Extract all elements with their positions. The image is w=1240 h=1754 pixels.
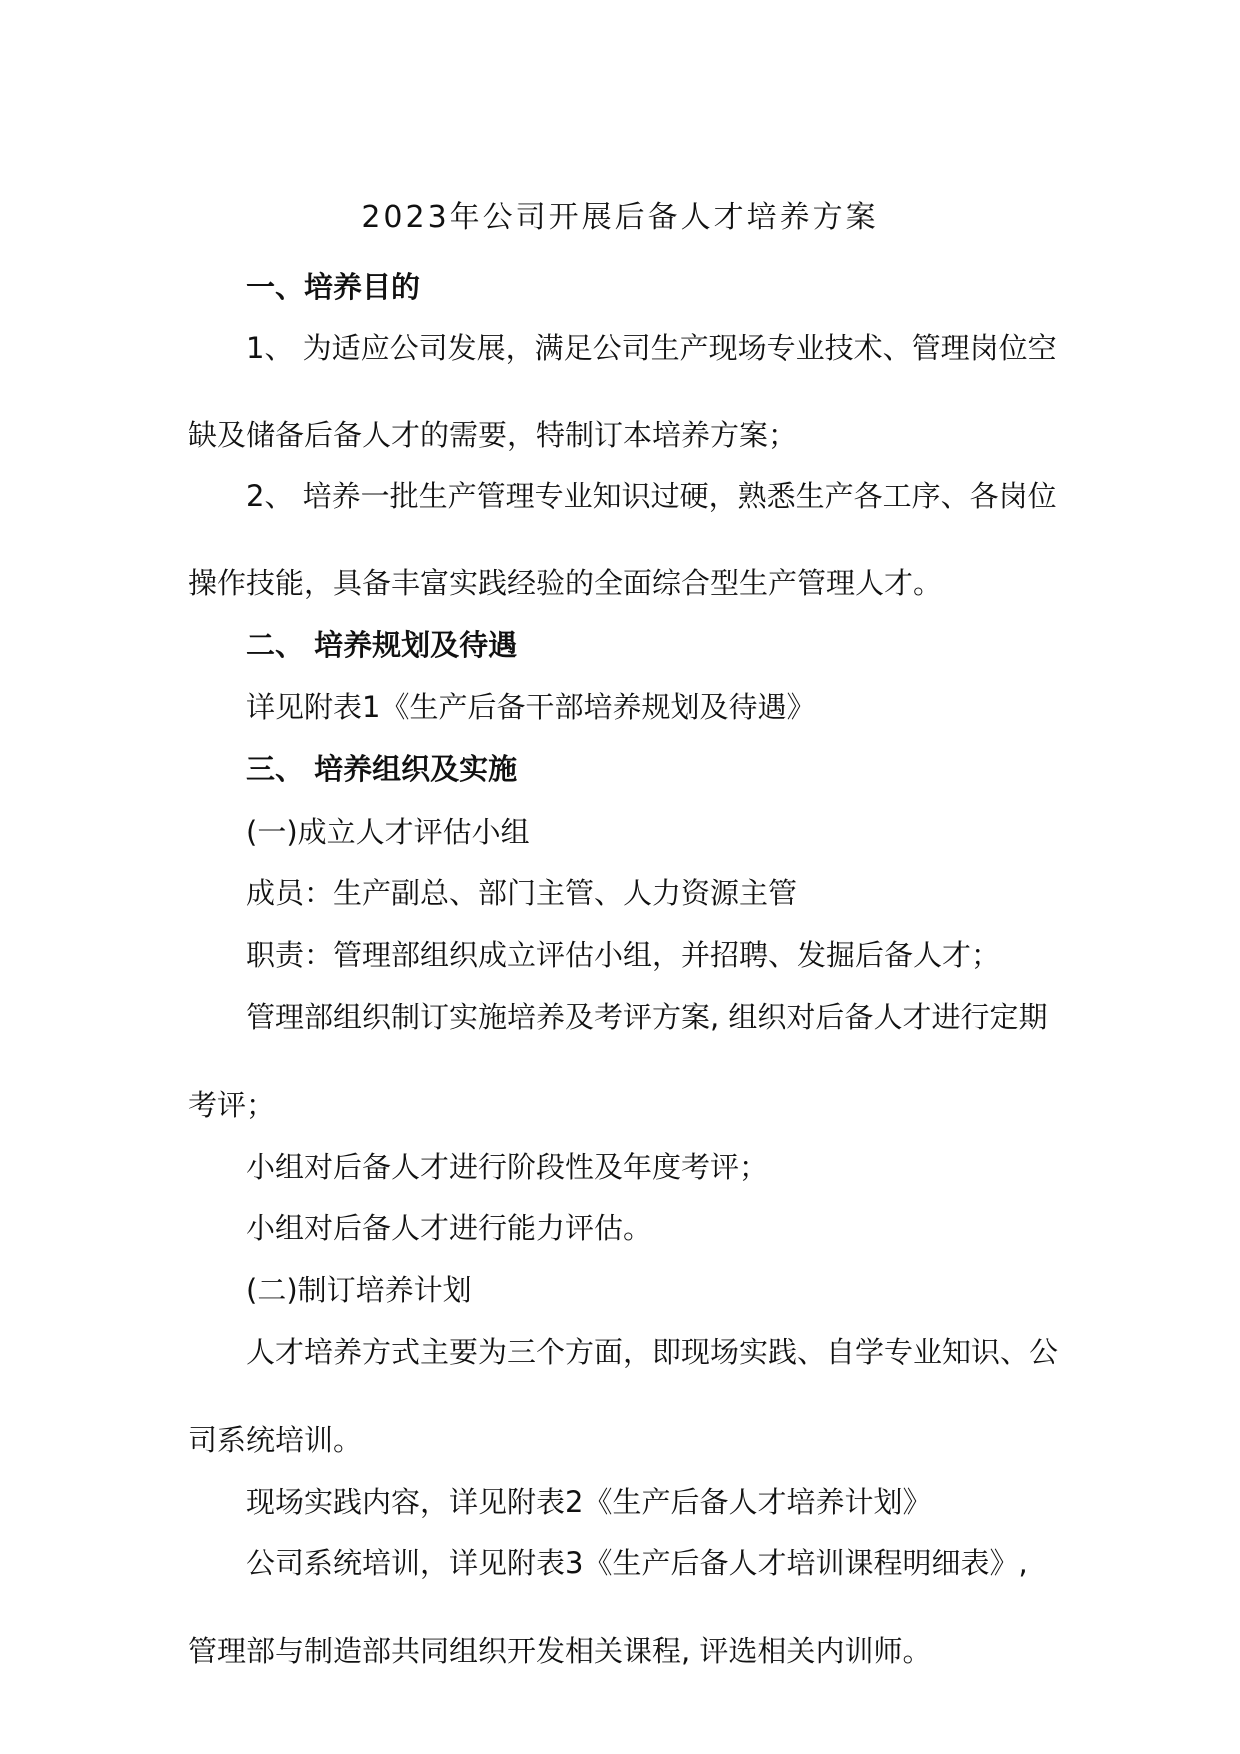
document-title: 2023年公司开展后备人才培养方案 <box>361 200 879 235</box>
section-1-item-1-line-2: 缺及储备后备人才的需要，特制订本培养方案； <box>188 418 798 452</box>
section-3-practice: 现场实践内容，详见附表2《生产后备人才培养计划》 <box>246 1485 932 1519</box>
section-3-duty-3: 小组对后备人才进行阶段性及年度考评； <box>246 1150 769 1184</box>
section-3-members: 成员：生产副总、部门主管、人力资源主管 <box>246 876 798 910</box>
section-1-item-2-line-1: 2、 培养一批生产管理专业知识过硬，熟悉生产各工序、各岗位 <box>246 479 1057 513</box>
section-3-plan-line-1: 人才培养方式主要为三个方面，即现场实践、自学专业知识、公 <box>246 1335 1059 1369</box>
section-3-plan-line-2: 司系统培训。 <box>188 1423 363 1457</box>
section-2-paragraph: 详见附表1《生产后备干部培养规划及待遇》 <box>246 690 816 724</box>
section-3-subheading-1: (一)成立人才评估小组 <box>246 815 530 849</box>
section-3-training-line-2: 管理部与制造部共同组织开发相关课程, 评选相关内训师。 <box>188 1634 932 1668</box>
section-3-training-line-1: 公司系统培训，详见附表3《生产后备人才培训课程明细表》, <box>246 1546 1028 1580</box>
section-3-duty: 职责：管理部组织成立评估小组，并招聘、发掘后备人才； <box>246 938 1001 972</box>
section-3-duty-4: 小组对后备人才进行能力评估。 <box>246 1211 653 1245</box>
section-1-item-2-line-2: 操作技能，具备丰富实践经验的全面综合型生产管理人才。 <box>188 566 943 600</box>
section-1-item-1-line-1: 1、 为适应公司发展，满足公司生产现场专业技术、管理岗位空 <box>246 331 1057 365</box>
section-3-heading: 三、 培养组织及实施 <box>246 752 518 786</box>
section-3-duty-2-line-1: 管理部组织制订实施培养及考评方案, 组织对后备人才进行定期 <box>246 1000 1048 1034</box>
section-1-heading: 一、培养目的 <box>246 270 421 304</box>
section-3-subheading-2: (二)制订培养计划 <box>246 1273 472 1307</box>
section-2-heading: 二、 培养规划及待遇 <box>246 628 518 662</box>
section-3-duty-2-line-2: 考评； <box>188 1088 276 1122</box>
